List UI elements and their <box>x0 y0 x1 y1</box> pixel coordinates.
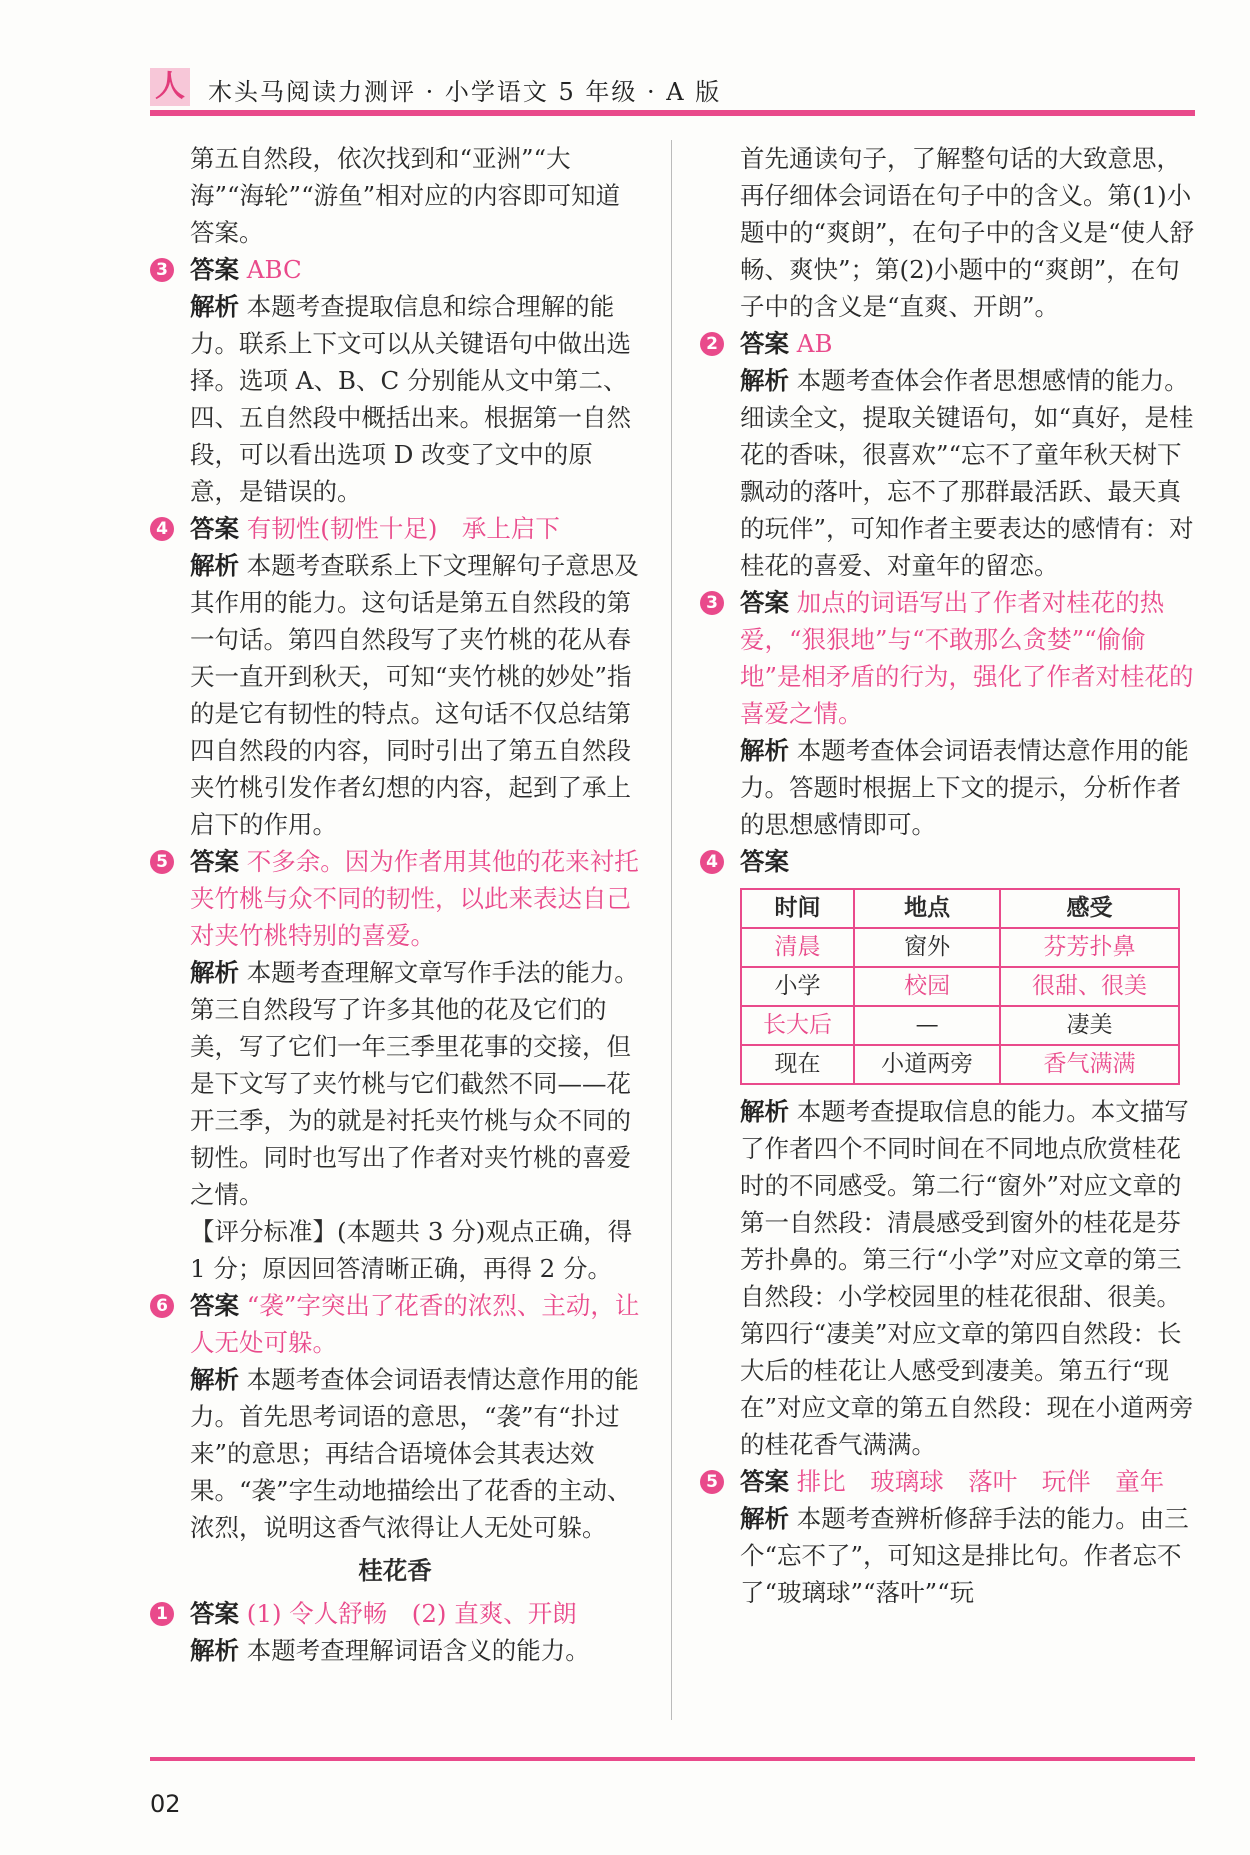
table-cell: 校园 <box>854 967 1000 1006</box>
section-q1-analysis-continued: 首先通读句子，了解整句话的大致意思，再仔细体会词语在句子中的含义。第(1)小题中的“爽朗”，在句子中的含义是“使人舒畅、爽快”；第(2)小题中的“爽朗”，在句子中的含义是“直爽、开朗”。 <box>740 144 1195 321</box>
answer-label: 答案 <box>190 1599 239 1628</box>
question-number: 4 <box>150 517 174 541</box>
right-column <box>700 140 1195 1611</box>
table-header: 时间 <box>741 889 854 928</box>
analysis-text: 本题考查理解文章写作手法的能力。第三自然段写了许多其他的花及它们的美，写了它们一年三季里花事的交接，但是下文写了夹竹桃与它们截然不同——花开三季，为的就是衬托夹竹桃与众不同的韧性。同时也写出了作者对夹竹桃的喜爱之情。 <box>190 958 639 1209</box>
intro-text: 第五自然段，依次找到和“亚洲”“大海”“海轮”“游鱼”相对应的内容即可知道答案。 <box>190 144 621 247</box>
column-divider <box>671 140 672 1720</box>
table-cell: 窗外 <box>854 928 1000 967</box>
section-title: 桂花香 <box>358 1556 432 1585</box>
answer-label: 答案 <box>740 588 789 617</box>
table-cell: 凄美 <box>1000 1006 1179 1045</box>
analysis-label: 解析 <box>740 1097 789 1126</box>
answer-text: ABC <box>246 255 302 284</box>
table-row <box>741 1045 1179 1084</box>
footer-rule <box>150 1757 1195 1761</box>
answer-label: 答案 <box>190 1291 239 1320</box>
analysis-label: 解析 <box>740 366 789 395</box>
table-cell: 很甜、很美 <box>1000 967 1179 1006</box>
answer-label: 答案 <box>190 255 239 284</box>
section-question-5 <box>700 1463 1195 1611</box>
question-number: 1 <box>150 1602 174 1626</box>
table-cell: 现在 <box>741 1045 854 1084</box>
question-number: 2 <box>700 332 724 356</box>
question-5 <box>150 843 640 1287</box>
analysis-text: 本题考查提取信息的能力。本文描写了作者四个不同时间在不同地点欣赏桂花时的不同感受。第二行“窗外”对应文章的第一自然段：清晨感受到窗外的桂花是芬芳扑鼻的。第三行“小学”对应文章的第三自然段：小学校园里的桂花很甜、很美。第四行“凄美”对应文章的第四自然段：长大后的桂花让人感受到凄美。第五行“现在”对应文章的第五自然段：现在小道两旁的桂花香气满满。 <box>740 1097 1194 1459</box>
answer-label: 答案 <box>190 514 239 543</box>
table-cell: 长大后 <box>741 1006 854 1045</box>
analysis-label: 解析 <box>740 736 789 765</box>
answer-label: 答案 <box>740 329 789 358</box>
analysis-text: 本题考查理解词语含义的能力。 <box>246 1636 590 1665</box>
question-number: 5 <box>150 850 174 874</box>
analysis-text: 本题考查联系上下文理解句子意思及其作用的能力。这句话是第五自然段的第一句话。第四自然段写了夹竹桃的花从春天一直开到秋天，可知“夹竹桃的妙处”指的是它有韧性的特点。这句话不仅总结第四自然段的内容，同时引出了第五自然段夹竹桃引发作者幻想的内容，起到了承上启下的作用。 <box>190 551 639 839</box>
table-header: 地点 <box>854 889 1000 928</box>
answer-text: 加点的词语写出了作者对桂花的热爱，“狠狠地”与“不敢那么贪婪”“偷偷地”是相矛盾的行为，强化了作者对桂花的喜爱之情。 <box>740 588 1194 728</box>
question-number: 3 <box>150 258 174 282</box>
table-row <box>741 928 1179 967</box>
table-cell: 香气满满 <box>1000 1045 1179 1084</box>
section-question-3 <box>700 584 1195 843</box>
answer-text: 有韧性(韧性十足) 承上启下 <box>246 514 560 543</box>
table-cell: 清晨 <box>741 928 854 967</box>
answer-label: 答案 <box>740 847 789 876</box>
answer-text: 排比 玻璃球 落叶 玩伴 童年 <box>796 1467 1165 1496</box>
question-number: 6 <box>150 1294 174 1318</box>
question-number: 4 <box>700 850 724 874</box>
analysis-text: 本题考查体会作者思想感情的能力。细读全文，提取关键语句，如“真好，是桂花的香味，很喜欢”“忘不了童年秋天树下飘动的落叶，忘不了那群最活跃、最天真的玩伴”，可知作者主要表达的感情有：对桂花的喜爱、对童年的留恋。 <box>740 366 1194 580</box>
scoring-criteria: 【评分标准】(本题共 3 分)观点正确，得 1 分；原因回答清晰正确，再得 2 分。 <box>190 1217 633 1283</box>
table-row <box>741 1006 1179 1045</box>
analysis-label: 解析 <box>190 1365 239 1394</box>
left-column <box>150 140 640 1669</box>
question-number: 5 <box>700 1470 724 1494</box>
answer-text: “袭”字突出了花香的浓烈、主动，让人无处可躲。 <box>190 1291 640 1357</box>
answer-text: (1) 令人舒畅 (2) 直爽、开朗 <box>246 1599 577 1628</box>
analysis-label: 解析 <box>190 551 239 580</box>
answer-table <box>740 888 1180 1085</box>
table-header: 感受 <box>1000 889 1179 928</box>
analysis-text: 本题考查提取信息和综合理解的能力。联系上下文可以从关键语句中做出选择。选项 A、B、C 分别能从文中第二、四、五自然段中概括出来。根据第一自然段，可以看出选项 D 改变了文中的原意，是错误的。 <box>190 292 631 506</box>
table-cell: 小学 <box>741 967 854 1006</box>
section-question-2 <box>700 325 1195 584</box>
analysis-text: 本题考查体会词语表情达意作用的能力。答题时根据上下文的提示，分析作者的思想感情即可。 <box>740 736 1189 839</box>
question-4 <box>150 510 640 843</box>
analysis-text: 本题考查体会词语表情达意作用的能力。首先思考词语的意思，“袭”有“扑过来”的意思；再结合语境体会其表达效果。“袭”字生动地描绘出了花香的主动、浓烈，说明这香气浓得让人无处可躲。 <box>190 1365 639 1542</box>
page-header <box>150 66 1195 116</box>
question-6 <box>150 1287 640 1546</box>
analysis-label: 解析 <box>740 1504 789 1533</box>
analysis-label: 解析 <box>190 1636 239 1665</box>
question-number: 3 <box>700 591 724 615</box>
analysis-label: 解析 <box>190 958 239 987</box>
section-question-1 <box>150 1595 640 1669</box>
brand-logo: 人 <box>150 68 190 106</box>
answer-text: 不多余。因为作者用其他的花来衬托夹竹桃与众不同的韧性，以此来表达自己对夹竹桃特别的喜爱。 <box>190 847 639 950</box>
table-cell: — <box>854 1006 1000 1045</box>
analysis-text: 本题考查辨析修辞手法的能力。由三个“忘不了”，可知这是排比句。作者忘不了“玻璃球”“落叶”“玩 <box>740 1504 1189 1607</box>
table-cell: 小道两旁 <box>854 1045 1000 1084</box>
answer-label: 答案 <box>740 1467 789 1496</box>
section-q4-analysis <box>700 1093 1195 1463</box>
answer-label: 答案 <box>190 847 239 876</box>
section-question-4 <box>700 843 1195 880</box>
table-header-row <box>741 889 1179 928</box>
table-row <box>741 967 1179 1006</box>
page-number: 02 <box>150 1790 181 1818</box>
header-rule <box>150 110 1195 116</box>
analysis-label: 解析 <box>190 292 239 321</box>
answer-text: AB <box>796 329 833 358</box>
header-title: 木头马阅读力测评 · 小学语文 5 年级 · A 版 <box>208 78 722 106</box>
table-cell: 芬芳扑鼻 <box>1000 928 1179 967</box>
question-3 <box>150 251 640 510</box>
